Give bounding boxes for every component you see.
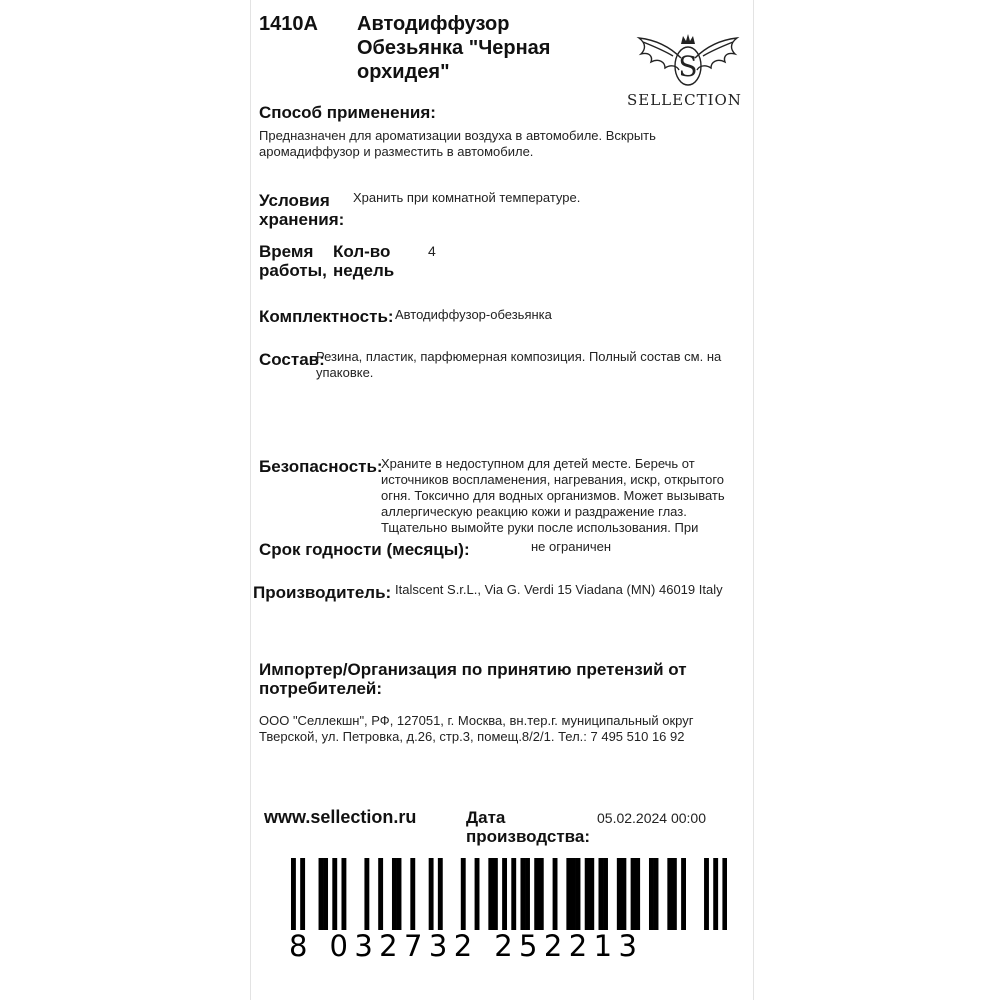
barcode-bar bbox=[392, 858, 397, 930]
barcode-bar bbox=[341, 858, 346, 930]
shelf-life-label: Срок годности (месяцы): bbox=[259, 540, 470, 559]
barcode-bar bbox=[672, 858, 677, 930]
barcode-bar bbox=[364, 858, 369, 930]
work-time-label-line: Время bbox=[259, 242, 314, 261]
barcode-bar bbox=[667, 858, 672, 930]
production-date-label-line: производства: bbox=[466, 827, 591, 846]
barcode-bar bbox=[488, 858, 493, 930]
barcode-bar bbox=[539, 858, 544, 930]
barcode-bar bbox=[520, 858, 525, 930]
importer-label-line: потребителей: bbox=[259, 679, 383, 698]
safety-text-line: огня. Токсично для водных организмов. Может вызывать bbox=[381, 488, 725, 503]
barcode-bar bbox=[410, 858, 415, 930]
barcode-bar bbox=[525, 858, 530, 930]
usage-text-line: Предназначен для ароматизации воздуха в автомобиле. Вскрыть bbox=[259, 128, 656, 143]
storage-label bbox=[259, 191, 344, 229]
safety-text-line: Храните в недоступном для детей месте. Беречь от bbox=[381, 456, 695, 471]
barcode-bar bbox=[323, 858, 328, 930]
barcode-bar bbox=[493, 858, 498, 930]
barcode-bar bbox=[332, 858, 337, 930]
importer-label-line: Импортер/Организация по принятию претензий от bbox=[259, 660, 687, 679]
product-title-line: орхидея" bbox=[357, 61, 450, 83]
composition-text-line: упаковке. bbox=[316, 365, 374, 380]
barcode-bar bbox=[649, 858, 654, 930]
barcode-bar bbox=[511, 858, 516, 930]
svg-text:S: S bbox=[678, 50, 698, 83]
safety-text-line: аллергическую реакцию кожи и раздражение глаз. bbox=[381, 504, 687, 519]
manufacturer-text: Italscent S.r.L., Via G. Verdi 15 Viadana (MN) 46019 Italy bbox=[395, 582, 723, 597]
barcode-bar bbox=[378, 858, 383, 930]
barcode-bar bbox=[576, 858, 581, 930]
article-number: 1410A bbox=[259, 13, 318, 35]
barcode-bar bbox=[438, 858, 443, 930]
barcode-bar bbox=[631, 858, 636, 930]
work-time-label-line: работы, bbox=[259, 261, 327, 280]
production-date-label-line: Дата bbox=[466, 808, 506, 827]
production-date: 05.02.2024 00:00 bbox=[597, 810, 706, 826]
safety-label: Безопасность: bbox=[259, 457, 383, 476]
website: www.sellection.ru bbox=[264, 807, 417, 827]
importer-text-line: ООО "Селлекшн", РФ, 127051, г. Москва, вн.тер.г. муниципальный округ bbox=[259, 713, 694, 728]
safety-text bbox=[381, 456, 725, 536]
importer-text-line: Тверской, ул. Петровка, д.26, стр.3, помещ.8/2/1. Тел.: 7 495 510 16 92 bbox=[259, 729, 685, 744]
barcode-bar bbox=[603, 858, 608, 930]
composition-text-line: Резина, пластик, парфюмерная композиция. Полный состав см. на bbox=[316, 349, 722, 364]
brand-name: SELLECTION bbox=[627, 91, 742, 109]
barcode-bar bbox=[589, 858, 594, 930]
usage-label: Способ применения: bbox=[259, 103, 436, 122]
barcode-bar bbox=[704, 858, 709, 930]
manufacturer-label: Производитель: bbox=[253, 583, 392, 602]
barcode bbox=[291, 858, 727, 940]
barcode-bar bbox=[461, 858, 466, 930]
barcode-bar bbox=[598, 858, 603, 930]
work-time-unit bbox=[333, 242, 394, 280]
composition-label: Состав: bbox=[259, 350, 325, 369]
work-time-unit-line: недель bbox=[333, 261, 395, 280]
barcode-bar bbox=[635, 858, 640, 930]
production-date-label bbox=[466, 808, 590, 846]
usage-text-line: аромадиффузор и разместить в автомобиле. bbox=[259, 144, 534, 159]
barcode-bar bbox=[654, 858, 659, 930]
barcode-bar bbox=[534, 858, 539, 930]
importer-text bbox=[259, 713, 693, 745]
barcode-bar bbox=[502, 858, 507, 930]
safety-text-line: источников воспламенения, нагревания, искр, открытого bbox=[381, 472, 725, 487]
completeness-label: Комплектность: bbox=[259, 307, 394, 326]
storage-label-line: хранения: bbox=[259, 210, 345, 229]
usage-text bbox=[259, 128, 656, 160]
brand-logo bbox=[623, 30, 753, 110]
barcode-bar bbox=[571, 858, 576, 930]
work-time-unit-line: Кол-во bbox=[333, 242, 391, 261]
barcode-bar bbox=[475, 858, 480, 930]
product-label bbox=[250, 0, 754, 1000]
barcode-bar bbox=[429, 858, 434, 930]
barcode-bar bbox=[617, 858, 622, 930]
barcode-bar bbox=[397, 858, 402, 930]
barcode-bar bbox=[681, 858, 686, 930]
work-time-value: 4 bbox=[428, 243, 436, 259]
product-title bbox=[357, 12, 550, 84]
bat-emblem-icon bbox=[623, 30, 753, 90]
barcode-bar bbox=[585, 858, 590, 930]
product-title-line: Автодиффузор bbox=[357, 13, 510, 35]
shelf-life-value: не ограничен bbox=[531, 539, 612, 554]
storage-text: Хранить при комнатной температуре. bbox=[353, 190, 581, 205]
barcode-bar bbox=[621, 858, 626, 930]
barcode-bar bbox=[553, 858, 558, 930]
barcode-bar bbox=[300, 858, 305, 930]
importer-label bbox=[259, 660, 687, 698]
work-time-label bbox=[259, 242, 327, 280]
barcode-bar bbox=[566, 858, 571, 930]
barcode-bar bbox=[291, 858, 296, 930]
barcode-bar bbox=[722, 858, 727, 930]
product-title-line: Обезьянка "Черная bbox=[357, 37, 551, 59]
completeness-text: Автодиффузор-обезьянка bbox=[395, 307, 552, 322]
barcode-bar bbox=[319, 858, 324, 930]
safety-text-line: Тщательно вымойте руки после использования. При bbox=[381, 520, 699, 535]
composition-text bbox=[316, 349, 721, 381]
barcode-digits: 8 032732 252213 bbox=[289, 929, 644, 963]
storage-label-line: Условия bbox=[259, 191, 330, 210]
barcode-bar bbox=[713, 858, 718, 930]
